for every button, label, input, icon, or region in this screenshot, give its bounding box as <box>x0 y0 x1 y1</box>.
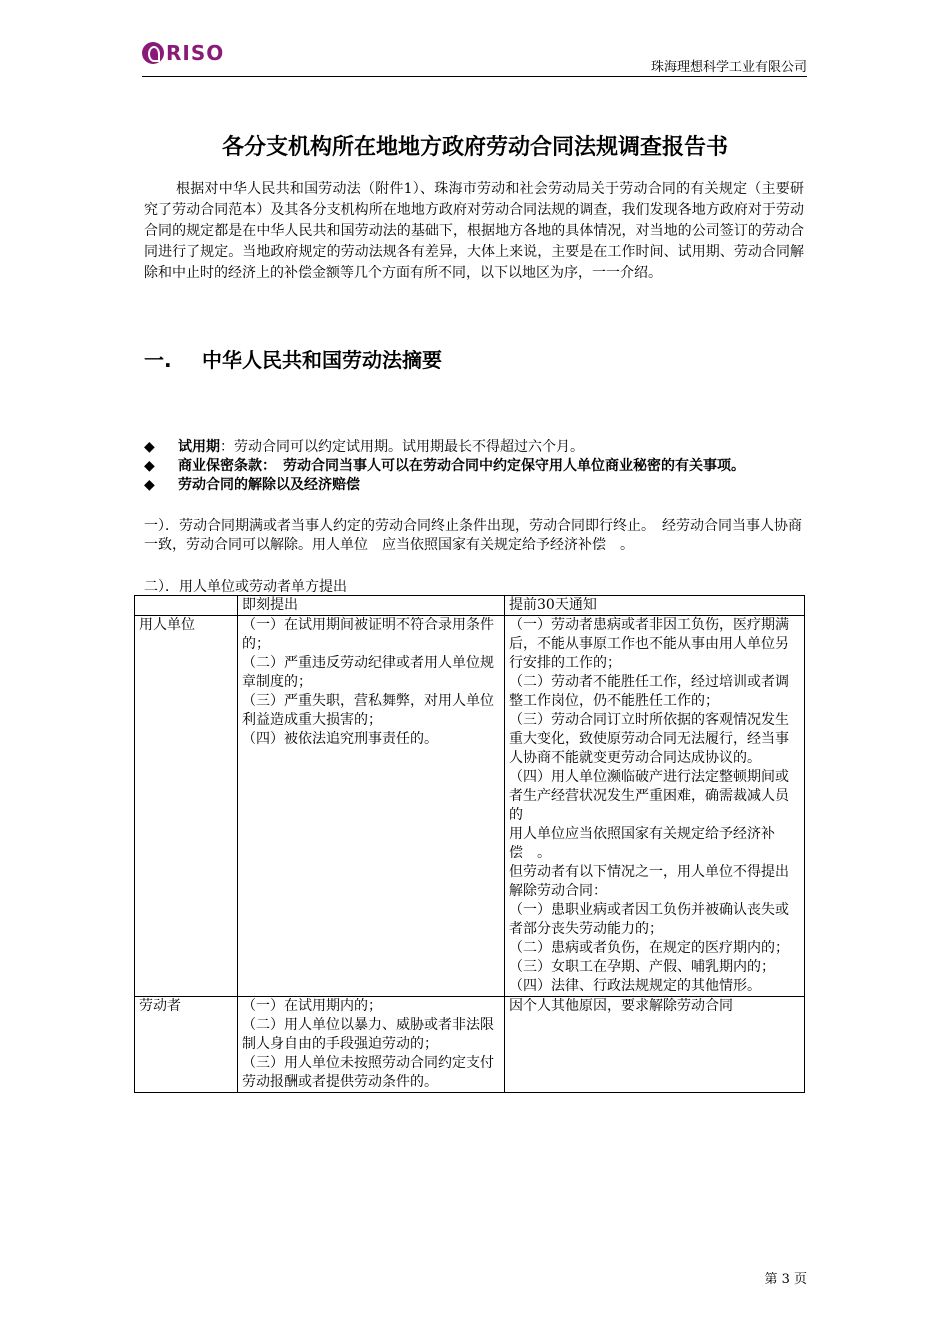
clause-line: （一）患职业病或者因工负伤并被确认丧失或者部分丧失劳动能力的； <box>509 902 789 937</box>
company-name: 珠海理想科学工业有限公司 <box>650 60 807 75</box>
bullet-item <box>144 457 808 476</box>
table-header-row <box>135 596 805 616</box>
table-header-cell <box>135 596 238 616</box>
termination-paragraph: 一）．劳动合同期满或者当事人约定的劳动合同终止条件出现，劳动合同即行终止。 经劳动合同当事人协商一致，劳动合同可以解除。用人单位 应当依照国家有关规定给予经济补偿 。 <box>144 518 802 553</box>
section-heading <box>144 344 442 373</box>
table-header-cell: 即刻提出 <box>238 596 505 616</box>
clause-line: 因个人其他原因，要求解除劳动合同 <box>509 998 733 1014</box>
clause-line: 用人单位应当依照国家有关规定给予经济补偿 。 <box>509 826 775 861</box>
bullet-label: 劳动合同的解除以及经济赔偿 <box>178 477 360 493</box>
intro-paragraph: 根据对中华人民共和国劳动法（附件1）、珠海市劳动和社会劳动局关于劳动合同的有关规定（主要研究了劳动合同范本）及其各分支机构所在地地方政府对劳动合同法规的调查，我们发现各地方政府对于劳动合同的规定都是在中华人民共和国劳动法的基础下，根据地方各地的具体情况，对当地的公司签订的劳动合同进行了规定。当地政府规定的劳动法规各有差异，大体上来说，主要是在工作时间、试用期、劳动合同解除和中止时的经济上的补偿金额等几个方面有所不同，以下以地区为序，一一介绍。 <box>144 181 804 281</box>
bullet-text: ：劳动合同可以约定试用期。试用期最长不得超过六个月。 <box>220 439 584 455</box>
clause-line: （三）劳动合同订立时所依据的客观情况发生重大变化，致使原劳动合同无法履行，经当事人协商不能就变更劳动合同达成协议的。 <box>509 712 789 766</box>
party-cell: 用人单位 <box>135 616 238 997</box>
notice-cell <box>505 616 805 997</box>
clause-line: （三）用人单位未按照劳动合同约定支付劳动报酬或者提供劳动条件的。 <box>242 1055 494 1090</box>
company-logo <box>142 40 224 66</box>
immediate-cell <box>238 616 505 997</box>
table-row <box>135 997 805 1093</box>
clause-line: 但劳动者有以下情况之一，用人单位不得提出解除劳动合同： <box>509 864 789 899</box>
clause-line: （二）用人单位以暴力、威胁或者非法限制人身自由的手段强迫劳动的； <box>242 1017 494 1052</box>
immediate-cell <box>238 997 505 1093</box>
logo-text: RISO <box>166 41 225 65</box>
clause-line: （四）被依法追究刑事责任的。 <box>242 731 438 747</box>
diamond-bullet-icon: ◆ <box>144 439 155 455</box>
document-title: 各分支机构所在地地方政府劳动合同法规调查报告书 <box>221 135 728 160</box>
diamond-bullet-icon: ◆ <box>144 458 155 474</box>
bullet-item <box>144 476 808 495</box>
bullet-label: 商业保密条款： 劳动合同当事人可以在劳动合同中约定保守用人单位商业秘密的有关事项。 <box>178 458 745 474</box>
party-cell: 劳动者 <box>135 997 238 1093</box>
page-number: 第 3 页 <box>764 1272 807 1287</box>
bullet-label: 试用期 <box>178 439 220 455</box>
clause-line: （二）劳动者不能胜任工作，经过培训或者调整工作岗位，仍不能胜任工作的； <box>509 674 789 709</box>
section-title: 中华人民共和国劳动法摘要 <box>202 348 442 372</box>
clause-line: （四）用人单位濒临破产进行法定整顿期间或者生产经营状况发生严重困难，确需裁减人员的 <box>509 769 789 823</box>
unilateral-heading: 二）．用人单位或劳动者单方提出 <box>144 579 347 595</box>
table-header-cell: 提前30天通知 <box>505 596 805 616</box>
termination-table <box>134 595 805 1093</box>
clause-line: （一）劳动者患病或者非因工负伤，医疗期满后，不能从事原工作也不能从事由用人单位另行安排的工作的； <box>509 617 789 671</box>
section-number: 一. <box>144 348 172 372</box>
diamond-bullet-icon: ◆ <box>144 477 155 493</box>
clause-line: （一）在试用期间被证明不符合录用条件的； <box>242 617 494 652</box>
clause-line: （一）在试用期内的； <box>242 998 382 1014</box>
table-row <box>135 616 805 997</box>
bullet-item <box>144 438 808 457</box>
bullet-list <box>144 438 808 495</box>
notice-cell <box>505 997 805 1093</box>
riso-logo-icon <box>142 42 164 64</box>
clause-line: （二）患病或者负伤，在规定的医疗期内的； （三）女职工在孕期、产假、哺乳期内的； <box>509 940 796 975</box>
clause-line: （三）严重失职，营私舞弊，对用人单位利益造成重大损害的； <box>242 693 494 728</box>
header-divider <box>142 76 807 77</box>
clause-line: （二）严重违反劳动纪律或者用人单位规章制度的； <box>242 655 494 690</box>
clause-line: （四）法律、行政法规规定的其他情形。 <box>509 978 761 994</box>
